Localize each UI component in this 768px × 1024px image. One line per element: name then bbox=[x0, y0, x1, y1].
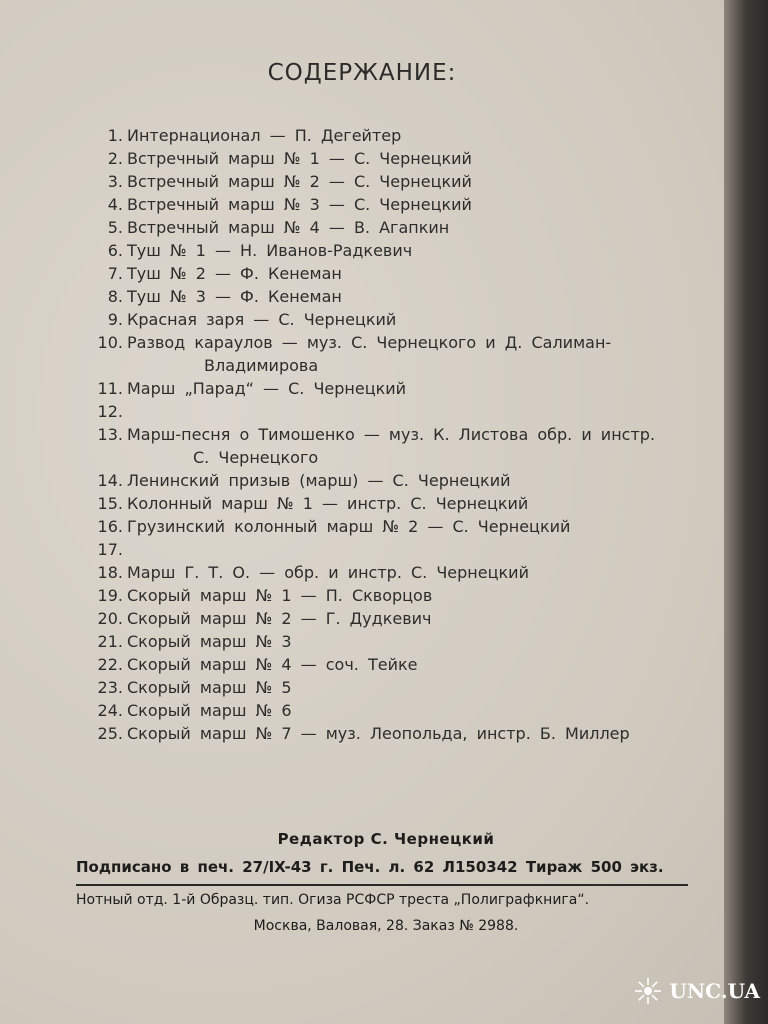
toc-item-11: 11. Марш „Парад“ — С. Чернецкий bbox=[97, 379, 407, 398]
toc-item-16: 16. Грузинский колонный марш № 2 — С. Чернецкий bbox=[97, 517, 571, 536]
toc-item-13-continued: С. Чернецкого bbox=[193, 448, 319, 467]
toc-item-18: 18. Марш Г. Т. О. — обр. и инстр. С. Чернецкий bbox=[97, 563, 529, 582]
toc-item-6: 6. Туш № 1 — Н. Иванов-Радкевич bbox=[107, 241, 413, 260]
toc-item-5: 5. Встречный марш № 4 — В. Агапкин bbox=[107, 218, 450, 237]
toc-item-3: 3. Встречный марш № 2 — С. Чернецкий bbox=[107, 172, 472, 191]
imprint-signed-line: Подписано в печ. 27/IX-43 г. Печ. л. 62 Л150342 Тираж 500 экз. bbox=[76, 858, 664, 876]
toc-item-19: 19. Скорый марш № 1 — П. Скворцов bbox=[97, 586, 433, 605]
page-title: СОДЕРЖАНИЕ: bbox=[267, 60, 457, 86]
toc-item-25: 25. Скорый марш № 7 — муз. Леопольда, инстр. Б. Миллер bbox=[97, 724, 630, 743]
toc-item-17: 17. bbox=[97, 540, 123, 559]
printer-line: Нотный отд. 1-й Образц. тип. Огиза РСФСР треста „Полиграфкнига“. bbox=[76, 892, 590, 908]
toc-item-20: 20. Скорый марш № 2 — Г. Дудкевич bbox=[97, 609, 432, 628]
toc-item-22: 22. Скорый марш № 4 — соч. Тейке bbox=[97, 655, 418, 674]
toc-item-24: 24. Скорый марш № 6 bbox=[97, 701, 292, 720]
toc-item-21: 21. Скорый марш № 3 bbox=[97, 632, 292, 651]
watermark-logo bbox=[633, 976, 760, 1006]
footer-divider bbox=[76, 884, 688, 886]
toc-item-10-continued: Владимирова bbox=[204, 356, 319, 375]
starburst-icon bbox=[633, 976, 663, 1006]
editor-line: Редактор С. Чернецкий bbox=[277, 830, 495, 848]
watermark-text: UNC.UA bbox=[669, 979, 760, 1003]
toc-item-1: 1. Интернационал — П. Дегейтер bbox=[107, 126, 402, 145]
toc-item-9: 9. Красная заря — С. Чернецкий bbox=[107, 310, 397, 329]
toc-item-15: 15. Колонный марш № 1 — инстр. С. Чернецкий bbox=[97, 494, 529, 513]
toc-item-2: 2. Встречный марш № 1 — С. Чернецкий bbox=[107, 149, 472, 168]
toc-item-14: 14. Ленинский призыв (марш) — С. Чернецкий bbox=[97, 471, 511, 490]
address-line: Москва, Валовая, 28. Заказ № 2988. bbox=[253, 918, 519, 934]
toc-item-13: 13. Марш-песня о Тимошенко — муз. К. Листова обр. и инстр. bbox=[97, 425, 656, 444]
toc-item-12: 12. bbox=[97, 402, 123, 421]
toc-item-8: 8. Туш № 3 — Ф. Кенеман bbox=[107, 287, 342, 306]
table-of-contents bbox=[76, 124, 706, 745]
toc-item-7: 7. Туш № 2 — Ф. Кенеман bbox=[107, 264, 342, 283]
book-spine bbox=[724, 0, 768, 1024]
toc-item-23: 23. Скорый марш № 5 bbox=[97, 678, 292, 697]
toc-item-4: 4. Встречный марш № 3 — С. Чернецкий bbox=[107, 195, 472, 214]
toc-item-10: 10. Развод караулов — муз. С. Чернецкого и Д. Салиман- bbox=[97, 333, 612, 352]
